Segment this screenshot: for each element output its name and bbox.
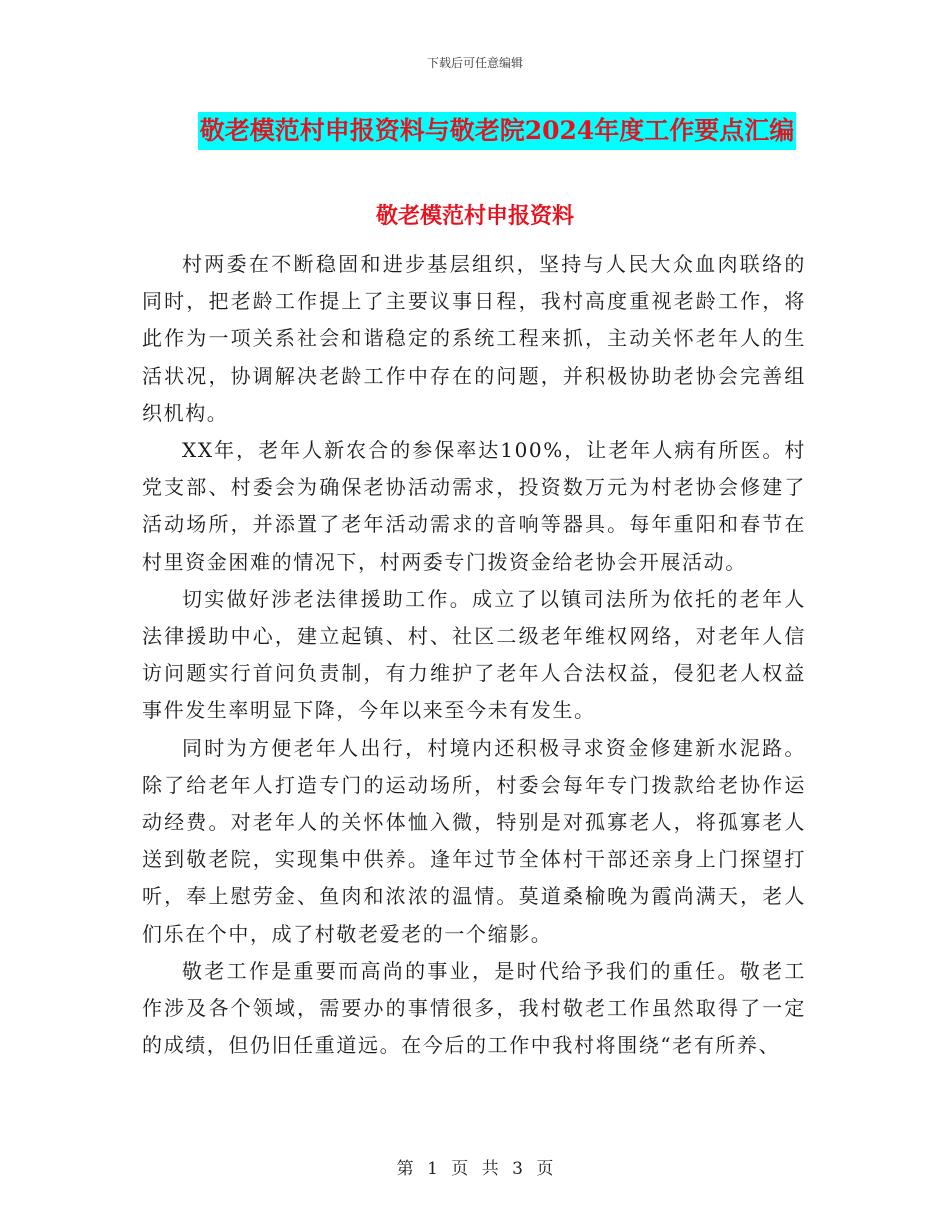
document-title-container	[0, 112, 950, 150]
header-note: 下载后可任意编辑	[426, 56, 523, 70]
footer-di: 第	[396, 1159, 414, 1179]
paragraph: 同时为方便老年人出行，村境内还积极寻求资金修建新水泥路。除了给老年人打造专门的运动场所，村委会每年专门拨款给老协作运动经费。对老年人的关怀体恤入微，特别是对孤寡老人，将孤寡老人送到敬老院，实现集中供养。逢年过节全体村干部还亲身上门探望打听，奉上慰劳金、鱼肉和浓浓的温情。莫道桑榆晚为霞尚满天，老人们乐在个中，成了村敬老爱老的一个缩影。	[142, 735, 806, 946]
paragraph: 切实做好涉老法律援助工作。成立了以镇司法所为依托的老年人法律援助中心，建立起镇、村、社区二级老年维权网络，对老年人信访问题实行首问负责制，有力维护了老年人合法权益，侵犯老人权益事件发生率明显下降，今年以来至今未有发生。	[142, 586, 806, 723]
current-page-number: 1	[427, 1159, 438, 1179]
paragraph: 村两委在不断稳固和进步基层组织，坚持与人民大众血肉联络的同时，把老龄工作提上了主要议事日程，我村高度重视老龄工作，将此作为一项关系社会和谐稳定的系统工程来抓，主动关怀老年人的生活状况，协调解决老龄工作中存在的问题，并积极协助老协会完善组织机构。	[142, 252, 806, 425]
footer-gong: 共	[481, 1159, 499, 1179]
footer-ye: 页	[451, 1159, 469, 1179]
body-text	[142, 246, 806, 1064]
paragraph: XX年，老年人新农合的参保率达100%，让老年人病有所医。村党支部、村委会为确保老协活动需求，投资数万元为村老协会修建了活动场所，并添置了老年活动需求的音响等器具。每年重阳和春节在村里资金困难的情况下，村两委专门拨资金给老协会开展活动。	[142, 438, 806, 574]
document-title: 敬老模范村申报资料与敬老院2024年度工作要点汇编	[198, 112, 797, 150]
page-footer	[0, 1154, 950, 1179]
section-title: 敬老模范村申报资料	[375, 203, 574, 229]
total-page-number: 3	[512, 1159, 523, 1179]
paragraph: 敬老工作是重要而高尚的事业，是时代给予我们的重任。敬老工作涉及各个领域，需要办的事情很多，我村敬老工作虽然取得了一定的成绩，但仍旧任重道远。在今后的工作中我村将围绕“老有所养、	[142, 958, 806, 1058]
footer-ye-2: 页	[536, 1159, 554, 1179]
